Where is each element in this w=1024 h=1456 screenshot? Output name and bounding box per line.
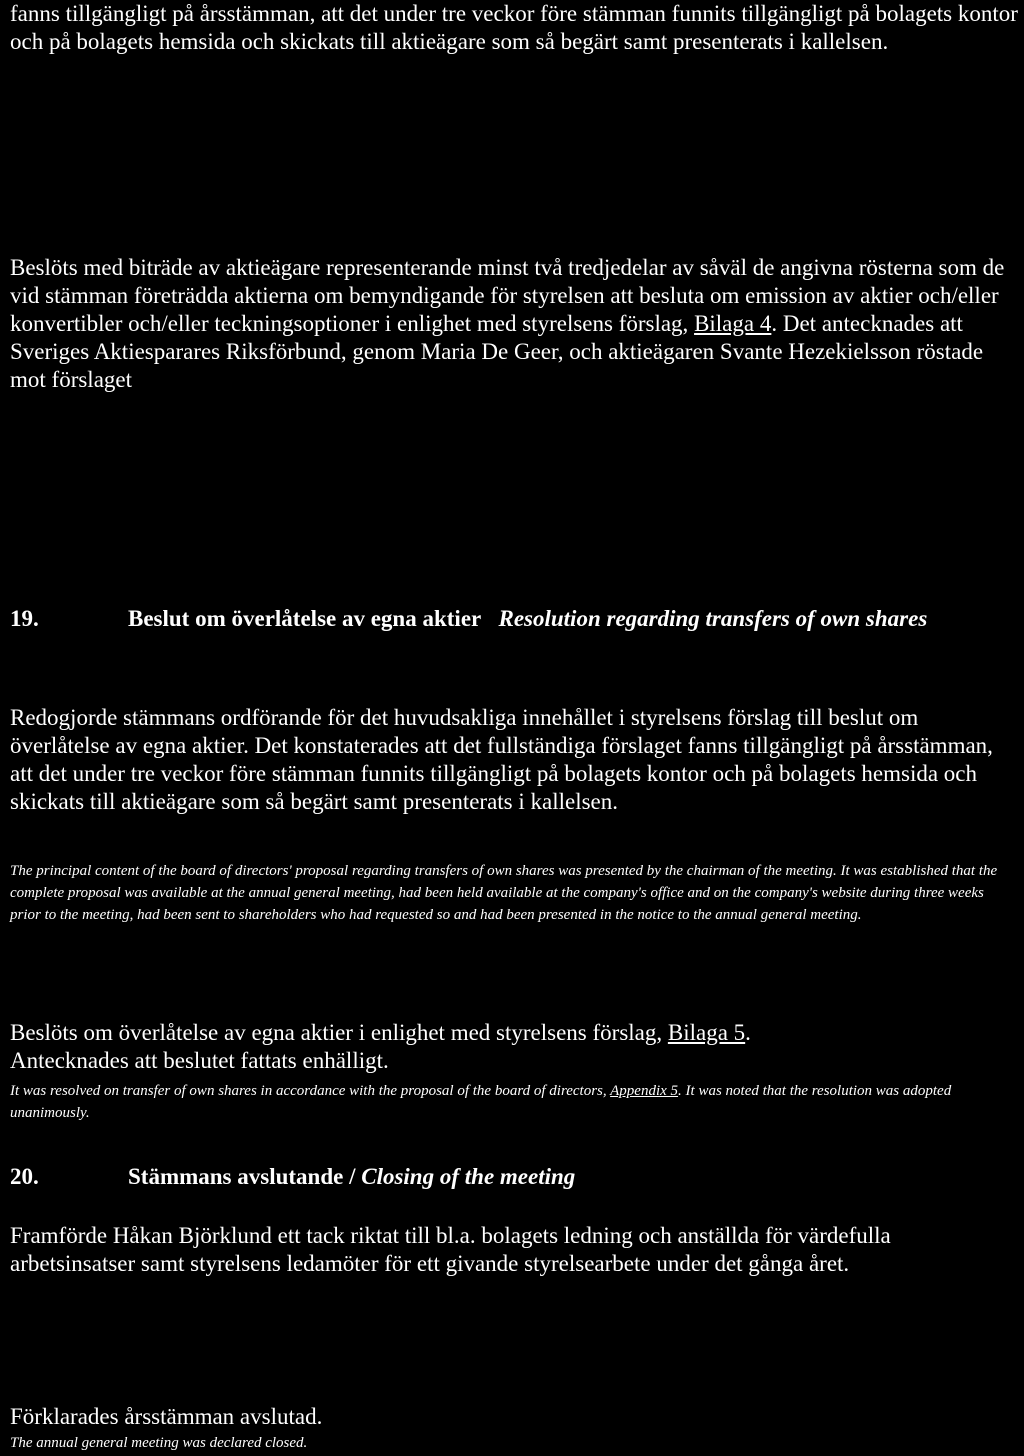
item18-resolution-text-after: . Det antecknades att Sveriges Aktiesparares Riksförbund, genom Maria De Geer, och aktieägaren Svante Hezekielsson röstade mot förslaget bbox=[10, 311, 984, 392]
item19-paragraph-en: The principal content of the board of directors' proposal regarding transfers of own shares was presented by the chairman of the meeting. It was established that the complete proposal was available at the annual general meeting, had been held available at the company's office and on the company's website during three weeks prior to the meeting, had been sent to shareholders who had requested so and had been presented in the notice to the annual general meeting. bbox=[10, 863, 998, 923]
item18-resolution-paragraph bbox=[10, 254, 1024, 394]
item18-resolution-text-before: Beslöts med biträde av aktieägare representerande minst två tredjedelar av såväl de angivna rösterna som de vid stämman företrädda aktierna om bemyndigande för styrelsen att besluta om emission av aktier och/eller konvertibler och/eller teckningsoptioner i enlighet med styrelsens förslag, bbox=[10, 255, 1005, 336]
item19-resolution-en-after: . It was noted that the resolution was adopted unanimously. bbox=[10, 1083, 952, 1121]
item19-resolution-sv-after: . Antecknades att beslutet fattats enhälligt. bbox=[10, 1020, 751, 1073]
item20-title bbox=[128, 1161, 1024, 1193]
appendix-5-link-sv[interactable]: Bilaga 5 bbox=[667, 1020, 746, 1045]
item20-title-en: Closing of the meeting bbox=[361, 1164, 576, 1189]
item19-title bbox=[128, 603, 1024, 635]
item19-resolution-en-before: It was resolved on transfer of own shares in accordance with the proposal of the board of directors, bbox=[10, 1083, 611, 1099]
appendix-5-link-en[interactable]: Appendix 5 bbox=[610, 1083, 679, 1099]
closing-sv: Förklarades årsstämman avslutad. bbox=[10, 1404, 323, 1429]
closing-en: The annual general meeting was declared closed. bbox=[10, 1435, 308, 1451]
appendix-4-link[interactable]: Bilaga 4 bbox=[694, 311, 772, 336]
item20-title-sv: Stämmans avslutande / bbox=[128, 1164, 362, 1189]
item20-number: 20. bbox=[10, 1164, 39, 1189]
continuation-paragraph: fanns tillgängligt på årsstämman, att det under tre veckor före stämman funnits tillgängligt på bolagets kontor och på bolagets hemsida och skickats till aktieägare som så begärt samt presenterats i kallelsen. bbox=[10, 1, 1018, 54]
item19-resolution-sv-before: Beslöts om överlåtelse av egna aktier i enlighet med styrelsens förslag, bbox=[10, 1020, 668, 1045]
item20-paragraph: Framförde Håkan Björklund ett tack riktat till bl.a. bolagets ledning och anställda för värdefulla arbetsinsatser samt styrelsens ledamöter för ett givande styrelsearbete under det gånga året. bbox=[10, 1223, 891, 1276]
item19-title-sv: Beslut om överlåtelse av egna aktier bbox=[128, 606, 482, 631]
item19-number: 19. bbox=[10, 606, 39, 631]
item19-title-en: Resolution regarding transfers of own shares bbox=[498, 606, 928, 631]
item19-resolution-en bbox=[10, 1080, 1010, 1124]
item19-resolution-sv bbox=[10, 1019, 864, 1075]
item19-paragraph-sv: Redogjorde stämmans ordförande för det huvudsakliga innehållet i styrelsens förslag till beslut om överlåtelse av egna aktier. Det konstaterades att det fullständiga förslaget fanns tillgängligt på årsstämman, att det under tre veckor före stämman funnits tillgängligt på bolagets kontor och på bolagets hemsida och skickats till aktieägare som så begärt samt presenterats i kallelsen. bbox=[10, 705, 993, 814]
